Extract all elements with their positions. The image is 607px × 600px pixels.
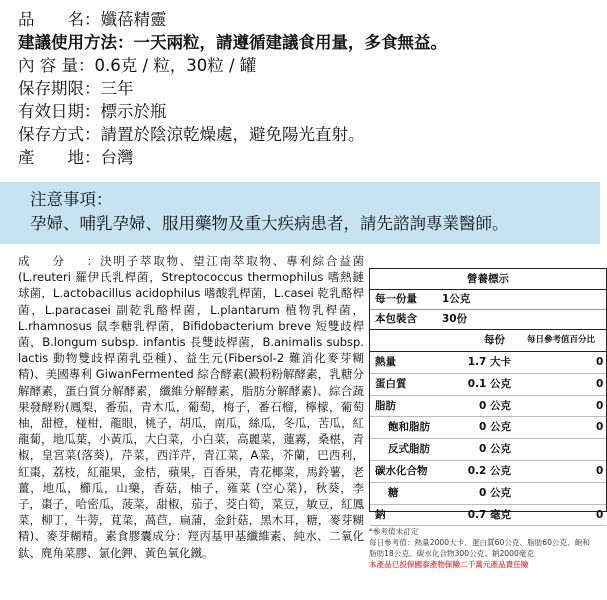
nutrient-value: 0.2 公克 [467,464,511,477]
nutrition-table [369,268,607,521]
product-name-row [18,8,588,31]
nutrient-name: 糖 [388,486,399,499]
nutrition-title: 營養標示 [370,269,606,290]
usage-row [18,31,588,54]
content-key: 內 容 量： [18,56,95,75]
nutrient-name: 脂肪 [375,399,396,412]
column-per-serving: 每份 [484,334,505,346]
ingredients-text: ：決明子萃取物、望江南萃取物、專利綜合益菌(L.reuteri 羅伊氏乳桿菌，Streptococcus thermophilus 嗜熱鏈球菌，L.actobacillus acidophilus 嗜酸乳桿菌，L.casei 乾乳酪桿菌，L.paracasei 副乾乳酪桿菌，L.plantarum 植物乳桿菌，L.rhamnosus 鼠李糖乳桿菌，Bifidobacterium breve 短雙歧桿菌，B.longum subsp. infantis 長雙歧桿菌，B.animalis subsp. lactis 動物雙歧桿菌乳亞種)、益生元(Fibersol-2 難消化麥芽糊精)、美國專利 GiwanFermented 綜合酵素(澱粉粉解酵素，乳糖分解酵素，蛋白質分解酵素，纖維分解酵素，脂肪分解酵素)、綜合蔬果發酵粉(鳳梨，番茄，青木瓜，葡萄，梅子，番石榴，檸檬，葡萄柚，甜橙，椪柑，龍眼，桃子，胡瓜，南瓜，絲瓜，冬瓜，苦瓜，紅龍蔔，地瓜葉，小黃瓜，大白菜，小白菜，高麗菜，蓮霧，桑椹，青椒，皇宮菜(落葵)，芹菜，西洋芹，青江菜，A菜，芥蘭，巴西利，紅棗，荔枝，紅龍果，金桔，蘋果，百香果，青花椰菜，馬鈴薯，老薑，地瓜，櫛瓜，山藥，香菇，柚子，雍菜 (空心菜)，秋葵，李子，棗子，哈密瓜，菠菜，甜椒，茄子，茭白筍，菜豆，敏豆，紅鳳菜，柳丁，牛蒡，莧菜，萵苣，扁蒲，金針菇，黑木耳，糖，麥芽糊精)、麥芽糊精。素食膠囊成分：羥丙基甲基纖維素、純水、二氧化鈦、麂角菜膠、氯化鉀、黃色氧化鐵。 [18,254,364,560]
notice-box [0,182,600,244]
notice-title: 注意事項： [30,190,113,209]
nutrition-column-header [370,330,606,352]
servings-value: 30份 [442,313,468,325]
nutrient-value: 0 公克 [479,443,511,456]
origin-key: 產 地： [18,148,101,167]
ingredients-block [18,253,364,561]
nutrient-name: 鈉 [375,508,386,521]
nutrient-percent: 0 [596,399,604,412]
nutrient-name: 飽和脂肪 [388,421,430,434]
product-name-value: 孅蓓精靈 [100,10,167,29]
nutrition-row [370,461,606,483]
nutrient-name: 碳水化合物 [375,464,428,477]
nutrient-name: 蛋白質 [375,377,407,390]
ingredients-label: 成 分 [18,254,64,268]
serving-size-label: 每一份量 [375,293,417,305]
content-value: 0.6克 / 粒，30粒 / 罐 [94,56,257,75]
storage-row [18,123,588,146]
note-not-established: *參考值未訂定 [369,527,419,536]
nutrition-row [370,352,606,374]
expiry-value: 標示於瓶 [100,102,167,121]
storage-value: 請置於陰涼乾燥處，避免陽光直射。 [100,125,365,144]
nutrient-value: 0.7 毫克 [467,508,511,521]
product-name-key: 品 名： [18,10,101,29]
product-info [18,8,588,169]
usage-value: 一天兩粒，請遵循建議食用量，多食無益。 [133,33,447,52]
nutrition-row [370,483,606,505]
nutrient-value: 1.7 大卡 [467,356,511,368]
nutrition-row [370,374,606,396]
nutrition-notes [369,526,597,570]
serving-size-value: 1公克 [442,293,471,305]
notice-body: 孕婦、哺乳孕婦、服用藥物及重大疾病患者，請先諮詢專業醫師。 [30,214,509,233]
nutrient-value: 0 公克 [479,399,511,412]
nutrition-row [370,505,606,527]
nutrient-percent: 0 [596,508,604,521]
nutrient-value: 0.1 公克 [467,377,511,390]
note-daily-reference: 每日參考值：熱量2000大卡、蛋白質60公克、脂肪60公克、飽和脂肪18公克、碳水化合物300公克、鈉2000毫克 [369,538,590,558]
shelf-life-value: 三年 [100,79,134,98]
nutrition-row [370,439,606,461]
content-row [18,54,588,77]
nutrient-value: 0 公克 [479,421,511,434]
servings-row [370,310,606,330]
shelf-life-key: 保存期限： [18,79,101,98]
nutrition-row [370,417,606,439]
origin-value: 台灣 [100,148,134,167]
origin-row [18,146,588,169]
nutrient-percent: 0 [596,421,604,434]
nutrient-value: 0 公克 [479,486,511,499]
nutrient-name: 熱量 [375,356,396,368]
servings-label: 本包裝含 [375,313,417,325]
nutrient-name: 反式脂肪 [388,443,430,456]
expiry-key: 有效日期： [18,102,101,121]
column-daily-percent: 每日參考值百分比 [527,335,596,345]
serving-size-row [370,290,606,310]
note-insurance: 本產品已投保國泰產物保險二千萬元產品責任險 [369,560,529,569]
shelf-life-row [18,77,588,100]
nutrient-percent: 0 [596,356,604,368]
nutrient-percent: 0 [596,377,604,390]
usage-key: 建議使用方法： [18,33,134,52]
nutrition-row [370,396,606,418]
storage-key: 保存方式： [18,125,101,144]
nutrient-percent: 0 [596,464,604,477]
expiry-row [18,100,588,123]
